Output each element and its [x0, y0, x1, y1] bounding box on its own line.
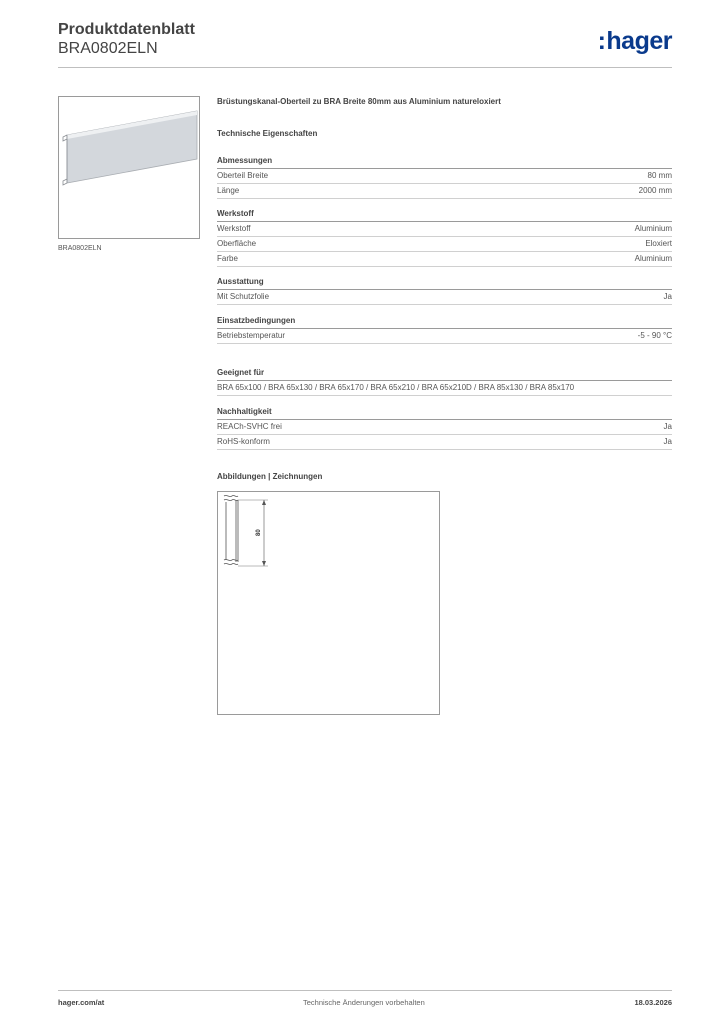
- row-label: REACh-SVHC frei: [217, 422, 282, 431]
- row-value: Ja: [663, 422, 672, 431]
- row-value: -5 - 90 °C: [637, 331, 672, 340]
- table-row: [217, 420, 672, 435]
- row-value: Ja: [663, 292, 672, 301]
- table-row: [217, 169, 672, 184]
- logo-text: hager: [606, 27, 672, 55]
- section-title: Abmessungen: [217, 154, 672, 169]
- section-title: Werkstoff: [217, 207, 672, 222]
- thumbnail-caption: BRA0802ELN: [58, 245, 102, 252]
- article-number: BRA0802ELN: [58, 40, 158, 57]
- footer-note: Technische Änderungen vorbehalten: [303, 998, 425, 1007]
- table-row: [217, 252, 672, 267]
- section-einsatzbedingungen: [217, 314, 672, 344]
- product-description: Brüstungskanal-Oberteil zu BRA Breite 80mm aus Aluminium natureloxiert: [217, 97, 501, 106]
- row-label: Farbe: [217, 254, 238, 263]
- row-label: Mit Schutzfolie: [217, 292, 270, 301]
- row-label: Länge: [217, 186, 240, 195]
- section-ausstattung: [217, 275, 672, 305]
- row-label: RoHS-konform: [217, 437, 270, 446]
- section-title: Geeignet für: [217, 366, 672, 381]
- table-row: [217, 290, 672, 305]
- cable-duct-cover-image: [59, 97, 199, 238]
- page-title: Produktdatenblatt: [58, 21, 195, 38]
- table-row: [217, 184, 672, 199]
- product-header: [217, 97, 672, 138]
- technical-drawing: [217, 491, 440, 715]
- table-row: [217, 329, 672, 344]
- section-title: Ausstattung: [217, 275, 672, 290]
- row-label: Oberteil Breite: [217, 171, 269, 180]
- section-abbildungen: [217, 470, 672, 484]
- row-label: Betriebstemperatur: [217, 331, 286, 340]
- compatible-products: BRA 65x100 / BRA 65x130 / BRA 65x170 / BRA 65x210 / BRA 65x210D / BRA 85x130 / BRA 85x170: [217, 381, 672, 396]
- section-nachhaltigkeit: [217, 405, 672, 450]
- product-thumbnail: [58, 96, 200, 239]
- row-value: Aluminium: [634, 254, 672, 263]
- logo-colon-icon: :: [597, 27, 606, 55]
- table-row: [217, 435, 672, 450]
- footer-date: 18.03.2026: [634, 998, 672, 1007]
- row-value: Ja: [663, 437, 672, 446]
- section-werkstoff: [217, 207, 672, 267]
- table-row: [217, 237, 672, 252]
- section-title: Einsatzbedingungen: [217, 314, 672, 329]
- footer-website-link[interactable]: hager.com/at: [58, 998, 105, 1007]
- row-value: Eloxiert: [645, 239, 672, 248]
- header-divider: [58, 67, 672, 68]
- tech-properties-heading: Technische Eigenschaften: [217, 129, 318, 138]
- section-abmessungen: [217, 154, 672, 199]
- section-title: Abbildungen | Zeichnungen: [217, 472, 323, 481]
- row-label: Werkstoff: [217, 224, 251, 233]
- table-row: [217, 222, 672, 237]
- footer-divider: [58, 990, 672, 991]
- row-value: Aluminium: [634, 224, 672, 233]
- section-title: Nachhaltigkeit: [217, 405, 672, 420]
- row-label: Oberfläche: [217, 239, 257, 248]
- section-geeignet-fuer: [217, 366, 672, 396]
- row-value: 80 mm: [647, 171, 672, 180]
- dimension-80: 80: [256, 529, 262, 536]
- row-value: 2000 mm: [638, 186, 672, 195]
- profile-drawing: [218, 492, 439, 714]
- hager-logo: [598, 27, 672, 56]
